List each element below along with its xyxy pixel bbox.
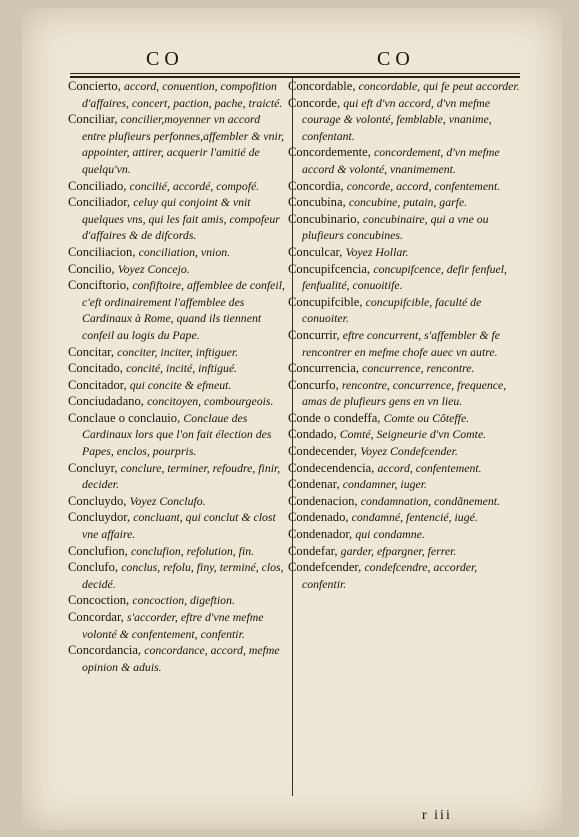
dictionary-entry [288,509,524,526]
dictionary-entry [68,543,286,560]
entry-headword: Condenacion, [288,493,358,508]
right-column [288,78,524,592]
dictionary-entry [68,642,286,675]
entry-headword: Condenar, [288,477,340,492]
book-page [22,8,562,830]
entry-definition: accord, conuention, compofition d'affaires, concert, paction, pache, traicté. [82,79,283,110]
entry-headword: Conclufion, [68,543,128,558]
entry-headword: Concordia, [288,178,344,193]
entry-headword: Concitador, [68,377,127,392]
entry-headword: Concupifcible, [288,294,363,309]
entry-definition: concilié, accordé, compofé. [129,178,260,193]
dictionary-entry [68,410,286,460]
entry-definition: Conclaue des Cardinaux lors que l'on fait élection des Papes, enclos, pourpris. [82,410,272,459]
entry-headword: Conculcar, [288,244,343,259]
entry-headword: Condecender, [288,444,358,459]
entry-headword: Concurrir, [288,327,340,342]
dictionary-entry [68,493,286,510]
entry-definition: concitoyen, combourgeois. [147,394,274,409]
dictionary-entry [68,393,286,410]
dictionary-entry [68,460,286,493]
left-column [68,78,286,675]
entry-definition: concordement, d'vn mefme accord & volonté, vnanimement. [302,145,500,176]
entry-definition: condamnation, condãnement. [360,493,501,508]
entry-definition: celuy qui conjoint & vnit quelques vns, qui les fait amis, compofeur d'affaires & de difcords. [82,195,280,243]
entry-headword: Condenador, [288,527,353,542]
entry-headword: Concordar, [68,610,124,624]
entry-headword: Concitar, [68,344,115,359]
entry-headword: Concurfo, [288,377,339,392]
entry-definition: concordance, accord, mefme opinion & aduis. [82,643,280,674]
dictionary-entry [288,526,524,543]
entry-headword: Condefcender, [288,560,362,575]
entry-headword: Concilio, [68,261,115,276]
entry-headword: Concurrencia, [288,361,359,376]
entry-headword: Concorde, [288,95,341,110]
entry-definition: concurrence, rencontre. [362,361,475,376]
entry-headword: Concubina, [288,195,346,210]
entry-definition: conclure, terminer, refoudre, finir, decider. [82,460,281,492]
dictionary-entry [288,244,524,261]
signature-mark: r iii [422,808,452,823]
entry-definition: concupifcible, faculté de conuoiter. [302,294,482,326]
entry-headword: Conciudadano, [68,394,144,409]
dictionary-entry [68,261,286,278]
dictionary-entry [288,443,524,460]
dictionary-entry [68,78,286,111]
entry-definition: concubine, putain, garfe. [348,195,468,210]
entry-definition: condamné, fentencié, iugé. [351,510,478,525]
dictionary-entry [68,559,286,592]
dictionary-entry [68,360,286,377]
entry-definition: Voyez Conclufo. [129,493,206,508]
entry-definition: concluant, qui conclut & clost vne affaire. [82,510,276,542]
dictionary-entry [288,426,524,443]
dictionary-entry [288,476,524,493]
entry-definition: conclufion, refolution, fin. [130,543,255,558]
dictionary-entry [288,460,524,477]
entry-headword: Concordemente, [288,145,371,160]
entry-definition: concilier,moyenner vn accord entre plufieurs perfonnes,affembler & vnir, appointer, attirer, acquerir l'amitié de quelqu'vn. [82,112,285,176]
entry-headword: Concitado, [68,361,123,376]
entry-definition: concubinaire, qui a vne ou plufieurs concubines. [302,211,489,243]
dictionary-entry [288,178,524,195]
dictionary-entry [288,294,524,327]
entry-definition: Comté, Seigneurie d'vn Comte. [339,427,487,442]
dictionary-entry [68,609,286,642]
header-right: CO [377,48,415,70]
dictionary-entry [288,377,524,410]
entry-definition: concordable, qui fe peut accorder. [358,79,520,93]
dictionary-entry [68,178,286,195]
entry-definition: condamner, iuger. [342,477,427,492]
entry-headword: Concluydo, [68,493,127,508]
dictionary-entry [288,261,524,294]
entry-headword: Concordancia, [68,643,142,658]
entry-headword: Conde o condeffa, [288,410,381,425]
entry-definition: accord, confentement. [377,460,482,475]
entry-headword: Conclaue o conclauio, [68,410,181,425]
running-header [22,48,562,70]
entry-definition: Voyez Condefcender. [360,444,458,459]
dictionary-entry [288,144,524,177]
entry-definition: concupifcence, defir fenfuel, fenfualité, conuoitife. [302,261,507,293]
entry-definition: qui concite & efmeut. [129,377,232,392]
entry-definition: Comte ou Côteffe. [383,410,470,425]
entry-definition: concoction, digeftion. [132,593,235,608]
dictionary-entry [68,277,286,343]
entry-definition: qui condamne. [355,527,425,542]
entry-headword: Condefar, [288,543,338,558]
entry-definition: condefcendre, accorder, confentir. [302,560,478,591]
dictionary-entry [288,360,524,377]
dictionary-entry [288,410,524,427]
entry-definition: Voyez Hollar. [345,244,409,259]
entry-headword: Conciliar, [68,112,118,127]
entry-headword: Conciliado, [68,178,127,193]
entry-definition: Voyez Concejo. [117,261,190,276]
dictionary-entry [288,95,524,145]
dictionary-entry [68,244,286,261]
dictionary-entry [288,543,524,560]
entry-definition: confiftoire, affemblee de confeil, c'eft ordinairement l'affemblee des Cardinaux à Rome, quand ils tiennent confeil au logis du Pape. [82,278,285,342]
entry-headword: Concluydor, [68,510,131,525]
dictionary-entry [288,559,524,592]
entry-headword: Concluyr, [68,460,118,475]
dictionary-entry [68,194,286,244]
dictionary-entry [68,509,286,542]
header-left: CO [146,48,184,70]
entry-headword: Conciliacion, [68,244,136,259]
entry-definition: conciliation, vnion. [138,244,231,259]
entry-headword: Condecendencia, [288,460,375,475]
entry-definition: concité, incité, inftigué. [126,361,238,376]
entry-definition: s'accorder, eftre d'vne mefme volonté & confentement, confentir. [82,610,264,641]
entry-headword: Conciliador, [68,195,131,210]
entry-definition: conciter, inciter, inftiguer. [117,344,239,359]
entry-definition: conclus, refolu, finy, terminé, clos, decidé. [82,560,284,591]
entry-headword: Condenado, [288,510,349,525]
header-rule-top [70,73,520,74]
dictionary-entry [288,78,524,95]
entry-headword: Concordable, [288,79,356,93]
dictionary-entry [288,211,524,244]
dictionary-entry [288,194,524,211]
entry-definition: garder, efpargner, ferrer. [340,543,457,558]
dictionary-entry [288,327,524,360]
entry-headword: Conciftorio, [68,278,130,293]
dictionary-entry [68,377,286,394]
dictionary-entry [68,111,286,177]
entry-headword: Conclufo, [68,560,119,575]
entry-headword: Concubinario, [288,211,360,226]
entry-definition: rencontre, concurrence, frequence, amas de plufieurs gens en vn lieu. [302,377,507,409]
dictionary-entry [68,344,286,361]
entry-headword: Concierto, [68,79,121,93]
entry-definition: eftre concurrent, s'affembler & fe rencontrer en mefme chofe auec vn autre. [302,327,501,359]
entry-headword: Concoction, [68,593,130,608]
dictionary-entry [288,493,524,510]
entry-headword: Condado, [288,427,337,442]
entry-headword: Concupifcencia, [288,261,371,276]
entry-definition: qui eft d'vn accord, d'vn mefme courage & volonté, femblable, vnanime, confentant. [302,95,492,143]
dictionary-entry [68,592,286,609]
entry-definition: concorde, accord, confentement. [346,178,501,193]
